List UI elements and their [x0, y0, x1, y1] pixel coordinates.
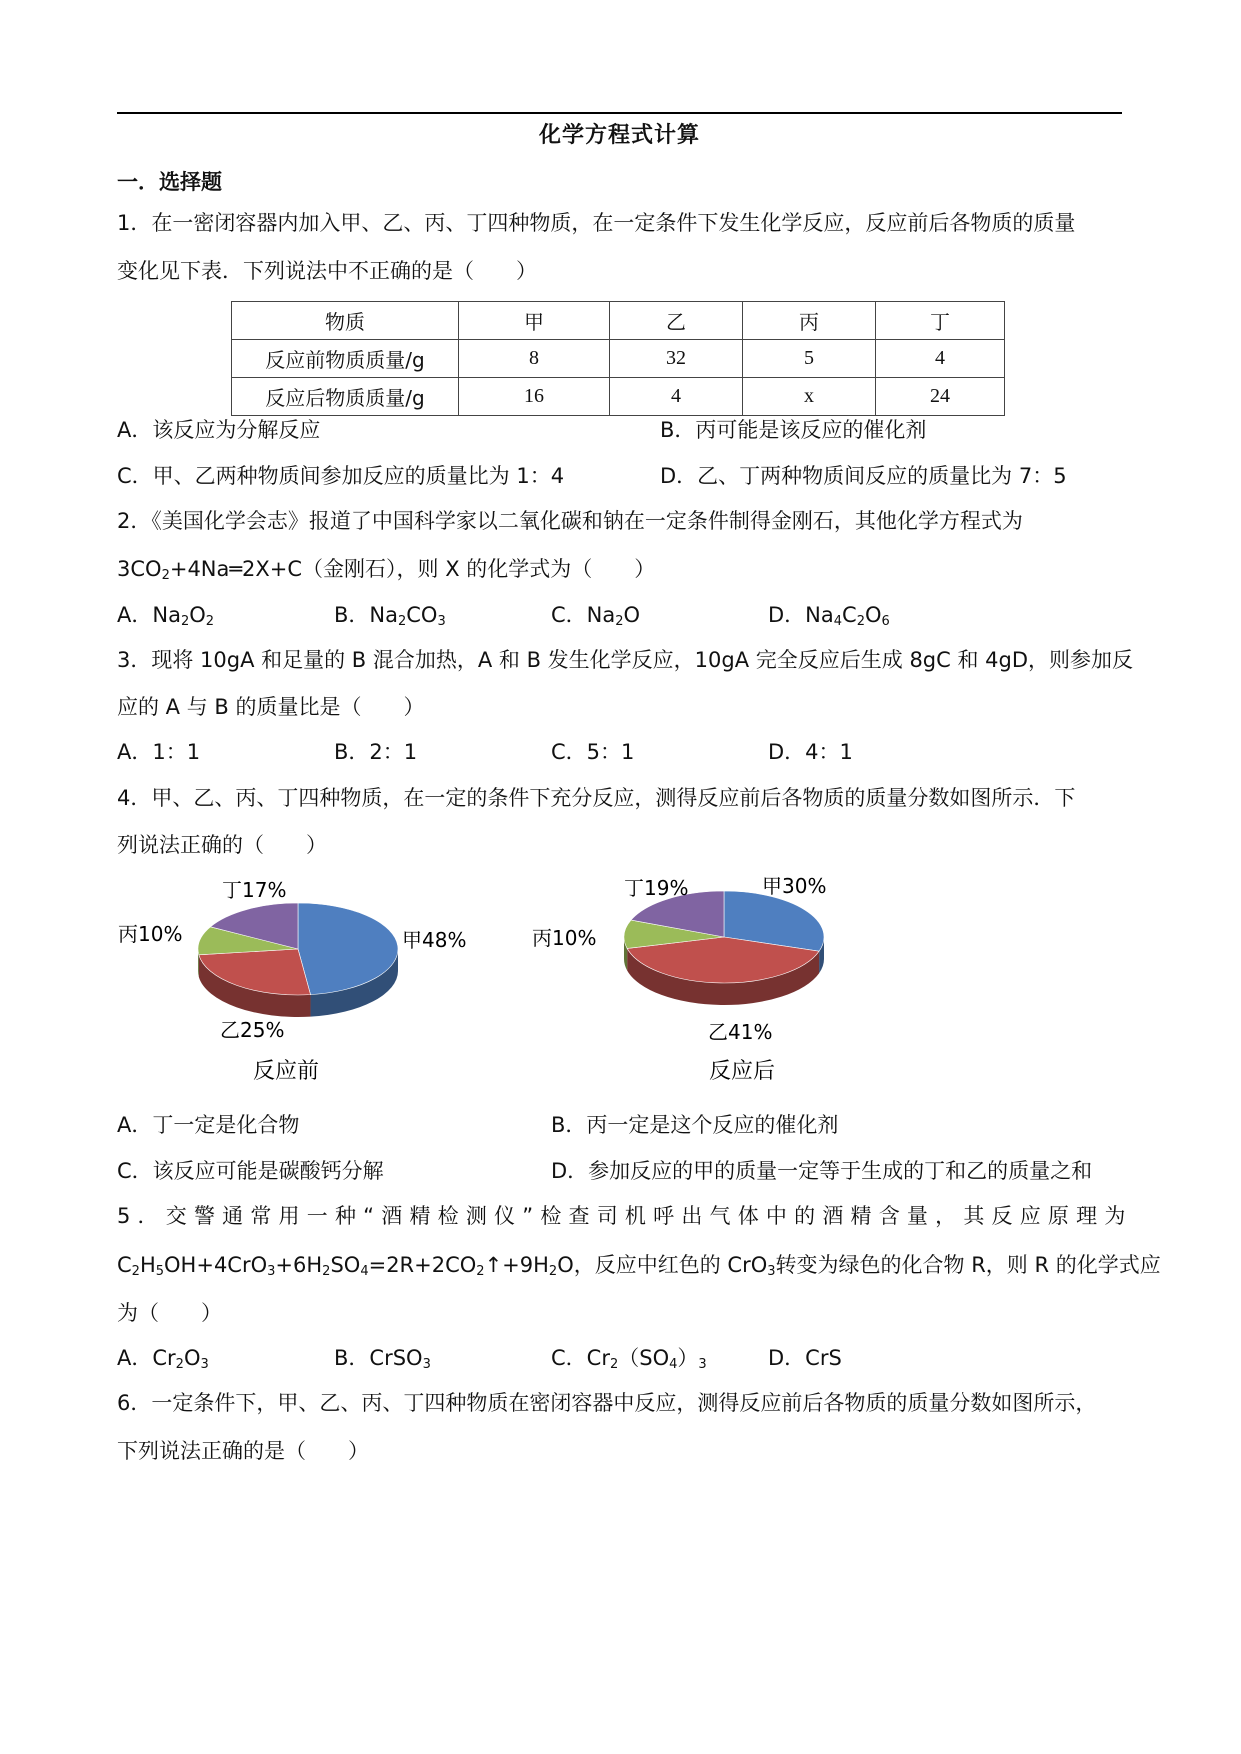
- opt-sub: 2: [609, 1357, 619, 1372]
- table-cell: 24: [876, 378, 1005, 416]
- q4-pie-charts: [0, 865, 1241, 1095]
- eq-sub: 3: [767, 1264, 776, 1279]
- opt-sub: 6: [881, 614, 890, 629]
- q4-option-b: B．丙一定是这个反应的催化剂: [551, 1113, 839, 1137]
- opt-sub: 4: [833, 614, 843, 629]
- pie-chart-after: [624, 891, 824, 1005]
- eq-sub: 2: [548, 1264, 558, 1279]
- q5-option-c: [551, 1343, 707, 1380]
- table-cell: 8: [459, 340, 610, 378]
- opt-sub: 2: [856, 614, 865, 629]
- eq-sub: 2: [476, 1264, 485, 1279]
- q1-option-d: D．乙、丁两种物质间反应的质量比为 7：5: [660, 464, 1067, 488]
- q2-stem-line2: [117, 554, 655, 591]
- eq-text: H: [139, 1253, 156, 1277]
- opt-text: （SO: [618, 1346, 670, 1370]
- eq-text: =2R+2CO: [368, 1253, 477, 1277]
- eq-text: ↑+9H: [484, 1253, 549, 1277]
- eq-sub: 2: [322, 1264, 331, 1279]
- opt-text: A．Cr: [117, 1346, 176, 1370]
- q4-option-a: A．丁一定是化合物: [117, 1113, 300, 1137]
- q1-option-b: B．丙可能是该反应的催化剂: [660, 418, 927, 442]
- opt-sub: 3: [698, 1357, 707, 1372]
- opt-sub: 2: [175, 1357, 184, 1372]
- q5-option-d: D．CrS: [768, 1346, 842, 1370]
- pie-caption-after: 反应后: [708, 1059, 776, 1084]
- opt-text: C．Cr: [551, 1346, 610, 1370]
- q1-stem-line2: 变化见下表．下列说法中不正确的是（ ）: [117, 259, 537, 283]
- q2-option-a: [117, 600, 214, 637]
- eq-text: SO: [330, 1253, 361, 1277]
- table-cell: 甲: [459, 302, 610, 340]
- q1-option-c: C．甲、乙两种物质间参加反应的质量比为 1：4: [117, 464, 565, 488]
- header-rule: [117, 112, 1122, 114]
- table-cell: 4: [876, 340, 1005, 378]
- pie-caption-before: 反应前: [252, 1059, 320, 1084]
- pie-label-ding-before: 丁17%: [222, 878, 287, 902]
- q5-stem-line1: 5．交警通常用一种“酒精检测仪”检查司机呼出气体中的酒精含量，其反应原理为: [117, 1204, 1133, 1228]
- q2-eq-part: 3CO: [117, 557, 162, 581]
- opt-text: B．CrSO: [334, 1346, 423, 1370]
- q4-option-d: D．参加反应的甲的质量一定等于生成的丁和乙的质量之和: [551, 1159, 1093, 1183]
- opt-text: C: [842, 603, 857, 627]
- q3-option-c: C．5：1: [551, 740, 635, 764]
- opt-text: CO: [406, 603, 438, 627]
- opt-text: A．Na: [117, 603, 181, 627]
- table-cell: 16: [459, 378, 610, 416]
- table-cell: 乙: [610, 302, 743, 340]
- opt-text: ）: [677, 1346, 699, 1370]
- table-row: [232, 340, 1005, 378]
- q2-eq-sub: 2: [161, 568, 170, 583]
- q3-option-a: A．1：1: [117, 740, 201, 764]
- table-cell: x: [743, 378, 876, 416]
- eq-text: C: [117, 1253, 132, 1277]
- pie-label-jia-before: 甲48%: [402, 928, 467, 952]
- q3-option-b: B．2：1: [334, 740, 418, 764]
- q1-mass-table: [231, 301, 1005, 416]
- table-cell: 反应前物质质量/g: [232, 340, 459, 378]
- q4-option-c: C．该反应可能是碳酸钙分解: [117, 1159, 384, 1183]
- opt-sub: 2: [397, 614, 407, 629]
- pie-label-ding-after: 丁19%: [624, 876, 689, 900]
- q3-option-d: D．4：1: [768, 740, 853, 764]
- q6-stem-line1: 6．一定条件下，甲、乙、丙、丁四种物质在密闭容器中反应，测得反应前后各物质的质量分数如图所示，: [117, 1391, 1097, 1415]
- opt-text: B．Na: [334, 603, 398, 627]
- table-cell: 物质: [232, 302, 459, 340]
- q3-stem-line1: 3．现将 10gA 和足量的 B 混合加热，A 和 B 发生化学反应，10gA 完全反应后生成 8gC 和 4gD，则参加反: [117, 648, 1134, 672]
- opt-text: O: [189, 603, 206, 627]
- eq-sub: 4: [360, 1264, 369, 1279]
- q5-stem-line3: 为（ ）: [117, 1301, 222, 1325]
- eq-text: O，反应中红色的 CrO: [557, 1253, 768, 1277]
- pie-label-bing-before: 丙10%: [118, 922, 183, 946]
- q6-stem-line2: 下列说法正确的是（ ）: [117, 1439, 369, 1463]
- q4-stem-line1: 4．甲、乙、丙、丁四种物质，在一定的条件下充分反应，测得反应前后各物质的质量分数如图所示．下: [117, 786, 1076, 810]
- table-header-row: [232, 302, 1005, 340]
- q2-option-d: [768, 600, 890, 637]
- table-cell: 4: [610, 378, 743, 416]
- q5-option-a: [117, 1343, 209, 1380]
- pie-chart-before: [198, 903, 398, 1017]
- opt-sub: 3: [200, 1357, 209, 1372]
- q2-eq-part: +4Na═2X+C（金刚石），则 X 的化学式为（ ）: [169, 557, 656, 581]
- eq-sub: 2: [131, 1264, 140, 1279]
- q2-stem-line1: 2．《美国化学会志》报道了中国科学家以二氧化碳和钠在一定条件制得金刚石，其他化学方程式为: [117, 509, 1023, 533]
- q3-stem-line2: 应的 A 与 B 的质量比是（ ）: [117, 695, 425, 719]
- opt-sub: 3: [437, 614, 446, 629]
- table-cell: 丙: [743, 302, 876, 340]
- opt-sub: 2: [205, 614, 215, 629]
- table-row: [232, 378, 1005, 416]
- table-cell: 32: [610, 340, 743, 378]
- q1-stem-line1: 1．在一密闭容器内加入甲、乙、丙、丁四种物质，在一定条件下发生化学反应，反应前后各物质的质量: [117, 211, 1076, 235]
- q5-option-b: [334, 1343, 431, 1380]
- table-cell: 反应后物质质量/g: [232, 378, 459, 416]
- eq-sub: 5: [155, 1264, 165, 1279]
- eq-text: OH+4CrO: [164, 1253, 268, 1277]
- eq-sub: 3: [267, 1264, 276, 1279]
- opt-text: C．Na: [551, 603, 616, 627]
- section-heading: 一．选择题: [117, 170, 222, 194]
- pie-label-yi-before: 乙25%: [220, 1018, 285, 1042]
- opt-text: O: [864, 603, 882, 627]
- q1-option-a: A．该反应为分解反应: [117, 418, 321, 442]
- opt-text: O: [623, 603, 641, 627]
- q2-option-c: [551, 600, 640, 637]
- eq-text: +6H: [275, 1253, 323, 1277]
- pie-label-bing-after: 丙10%: [532, 926, 597, 950]
- table-cell: 丁: [876, 302, 1005, 340]
- opt-sub: 2: [615, 614, 624, 629]
- opt-sub: 4: [669, 1357, 678, 1372]
- opt-text: D．Na: [768, 603, 834, 627]
- q2-option-b: [334, 600, 446, 637]
- opt-sub: 3: [422, 1357, 431, 1372]
- pie-label-yi-after: 乙41%: [708, 1020, 773, 1044]
- opt-sub: 2: [180, 614, 190, 629]
- table-cell: 5: [743, 340, 876, 378]
- pie-label-jia-after: 甲30%: [762, 874, 827, 898]
- eq-text: 转变为绿色的化合物 R，则 R 的化学式应: [775, 1253, 1161, 1277]
- q5-stem-line2: [117, 1250, 1161, 1287]
- opt-text: O: [183, 1346, 201, 1370]
- q4-stem-line2: 列说法正确的（ ）: [117, 833, 327, 857]
- document-title: 化学方程式计算: [538, 123, 700, 148]
